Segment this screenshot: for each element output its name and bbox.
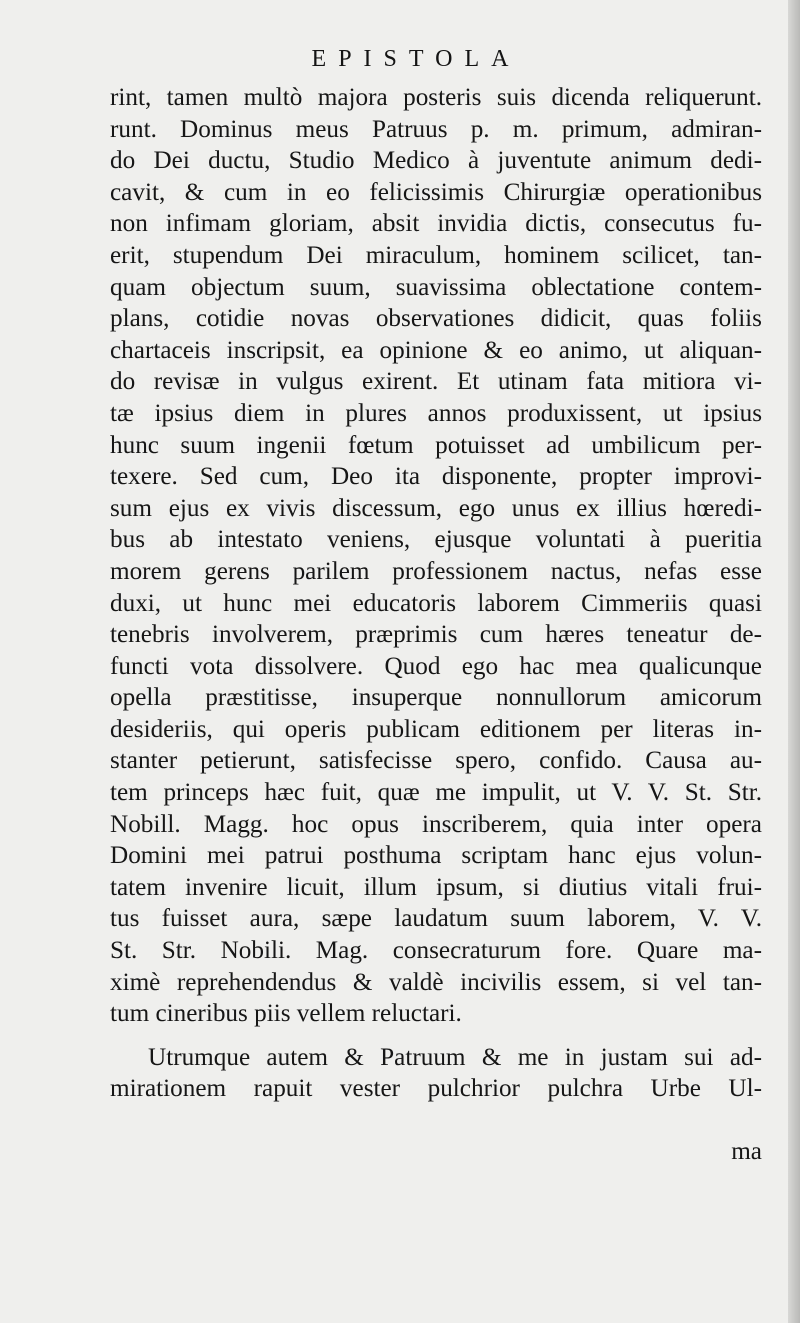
text-line-last: tum cineribus piis vellem reluctari. (110, 1000, 462, 1028)
text-line: hunc suum ingenii fœtum potuisset ad umbilicum per- (110, 431, 762, 459)
text-line: Utrumque autem & Patruum & me in justam sui ad- (148, 1043, 762, 1071)
text-line: non infimam gloriam, absit invidia dictis, consecutus fu- (110, 210, 762, 238)
text-line: Domini mei patrui posthuma scriptam hanc ejus volun- (110, 842, 762, 870)
text-line: tæ ipsius diem in plures annos produxissent, ut ipsius (110, 399, 762, 427)
paragraph-gap (110, 1030, 762, 1042)
text-line: St. Str. Nobili. Mag. consecraturum fore. Quare ma- (110, 937, 762, 965)
text-line: morem gerens parilem professionem nactus, nefas esse (110, 557, 762, 585)
catchword: ma (731, 1138, 762, 1165)
paragraph-1 (110, 82, 762, 1030)
text-line: tus fuisset aura, sæpe laudatum suum laborem, V. V. (110, 905, 762, 933)
paragraph-2 (110, 1042, 762, 1105)
text-line: opella præstitisse, insuperque nonnullorum amicorum (110, 684, 762, 712)
text-line: erit, stupendum Dei miraculum, hominem scilicet, tan- (110, 241, 762, 269)
text-line: duxi, ut hunc mei educatoris laborem Cimmeriis quasi (110, 589, 762, 617)
text-line: tem princeps hæc fuit, quæ me impulit, ut V. V. St. Str. (110, 779, 762, 807)
text-line: cavit, & cum in eo felicissimis Chirurgiæ operationibus (110, 178, 762, 206)
text-line: stanter petierunt, satisfecisse spero, confido. Causa au- (110, 747, 762, 775)
running-head: EPISTOLA (311, 46, 521, 72)
text-line: ximè reprehendendus & valdè incivilis essem, si vel tan- (110, 968, 762, 996)
text-line: tenebris involverem, præprimis cum hæres teneatur de- (110, 621, 762, 649)
text-line: rint, tamen multò majora posteris suis dicenda reliquerunt. (110, 84, 762, 111)
text-line: sum ejus ex vivis discessum, ego unus ex illius hœredi- (110, 494, 762, 522)
text-line: functi vota dissolvere. Quod ego hac mea qualicunque (110, 652, 762, 680)
text-block (110, 82, 762, 1105)
text-line: texere. Sed cum, Deo ita disponente, propter improvi- (110, 463, 762, 491)
text-line: plans, cotidie novas observationes didicit, quas foliis (110, 305, 762, 333)
text-line: bus ab intestato veniens, ejusque voluntati à pueritia (110, 526, 762, 554)
text-line: Nobill. Magg. hoc opus inscriberem, quia inter opera (110, 810, 762, 838)
text-line: runt. Dominus meus Patruus p. m. primum, admiran- (110, 115, 762, 143)
text-line: desideriis, qui operis publicam editionem per literas in- (110, 715, 762, 743)
text-line: quam objectum suum, suavissima oblectatione contem- (110, 273, 762, 301)
text-line: do Dei ductu, Studio Medico à juventute animum dedi- (110, 147, 762, 175)
text-line: tatem invenire licuit, illum ipsum, si diutius vitali frui- (110, 873, 762, 901)
text-line: do revisæ in vulgus exirent. Et utinam fata mitiora vi- (110, 368, 762, 396)
text-line: mirationem rapuit vester pulchrior pulchra Urbe Ul- (110, 1075, 762, 1103)
text-line: chartaceis inscripsit, ea opinione & eo animo, ut aliquan- (110, 336, 762, 364)
page-edge (788, 0, 800, 1323)
